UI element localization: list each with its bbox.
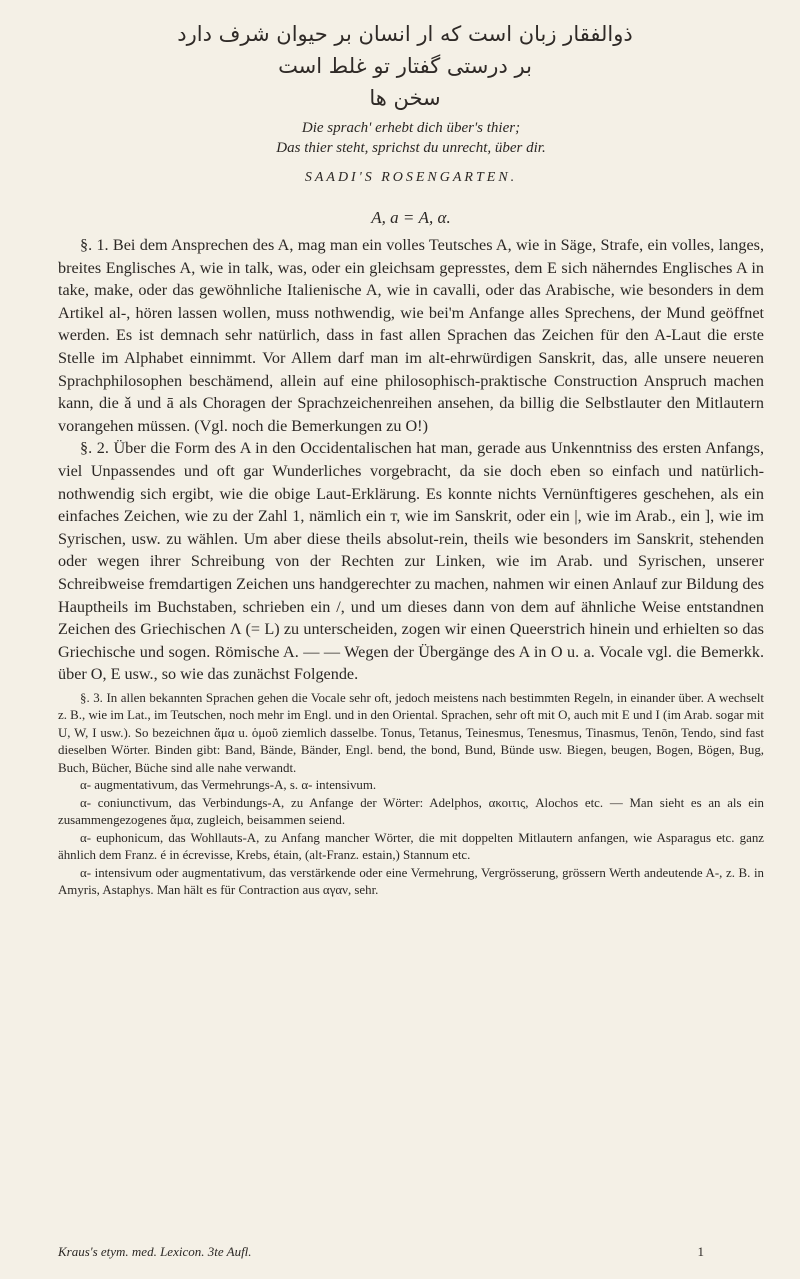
persian-epigraph xyxy=(58,18,752,114)
note-paragraph-3: §. 3. In allen bekannten Sprachen gehen die Vocale sehr oft, jedoch meistens nach bestimmten Regeln, in einander über. A wechselt z. B., wie im Lat., im Teutschen, noch mehr im Engl. und in den Oriental. Sprachen, sehr oft mit O, auch mit E und I (im Arab. sogar mit U, W, I usw.). So bezeichnen ἅμα u. ὁμοῦ ziemlich dasselbe. Tonus, Tetanus, Teinesmus, Tenesmus, Tinasmus, Tenōn, Tendo, sind fast dieselben Wörter. Binden gibt: Band, Bände, Bänder, Engl. bend, the bond, Bund, Bünde usw. Biegen, beugen, Bogen, Bögen, Bug, Buch, Bücher, Büche sind alle nahe verwandt. xyxy=(58,690,764,775)
paragraph-1: §. 1. Bei dem Ansprechen des A, mag man ein volles Teutsches A, wie in Säge, Strafe, ein volles, langes, breites Englisches A, wie in talk, was, oder ein gleichsam gepresstes, dem E sich näherndes Englisches A in take, make, oder das gewöhnliche Italienische A, wie in cavalli, oder das Arabische, wie besonders in dem Artikel al-, hören lassen wollen, muss nothwendig, wie bei'm Anfange alles Sprechens, der Mund geöffnet werden. Es ist demnach sehr natürlich, dass in fast allen Sprachen das Zeichen für den A-Laut die erste Stelle im Alphabet einnimmt. Vor Allem darf man im alt-ehrwürdigen Sanskrit, das, alle unsere neueren Sprachphilosophen beschämend, allein auf eine philosophisch-praktische Construction Anspruch machen kann, die ǎ und ā als Choragen der Sprachzeichenreihen ansehen, da billig die Selbstlauter den Mitlautern vorangehen müssen. (Vgl. noch die Bemerkungen zu O!) xyxy=(58,236,764,435)
note-intensivum: α- intensivum oder augmentativum, das verstärkende oder eine Vermehrung, Vergrösserung, grössern Werth andeutende A-, z. B. in Amyris, Astaphys. Man hält es für Contraction aus αγαν, sehr. xyxy=(58,865,764,898)
page-number: 1 xyxy=(697,1244,704,1259)
persian-line-1: ذوالفقار زبان است که ار انسان بر حیوان شرف دارد xyxy=(177,22,633,46)
entry-heading: A, a = Α, α. xyxy=(371,208,451,227)
epigraph-source: SAADI'S ROSENGARTEN. xyxy=(304,170,518,185)
note-coniunctivum: α- coniunctivum, das Verbindungs-A, zu Anfange der Wörter: Adelphos, ακοιτις, Alochos etc. — Man sieht es an als ein zusammengezogenes ἅμα, zugleich, beisammen seiend. xyxy=(58,795,764,828)
german-motto xyxy=(58,118,764,158)
persian-line-3: سخن ها xyxy=(369,86,441,110)
motto-line-2: Das thier steht, sprichst du unrecht, über dir. xyxy=(276,140,546,156)
note-euphonicum: α- euphonicum, das Wohllauts-A, zu Anfang mancher Wörter, die mit doppelten Mitlautern anfangen, wie Asparagus etc. ganz ähnlich dem Franz. é in écrevisse, Krebs, étain, (alt-Franz. estain,) Stannum etc. xyxy=(58,830,764,863)
note-augmentativum: α- augmentativum, das Vermehrungs-A, s. α- intensivum. xyxy=(80,778,377,793)
paragraph-2: §. 2. Über die Form des A in den Occidentalischen hat man, gerade aus Unkenntniss des ersten Anfangs, viel Unpassendes und oft gar Wunderliches vorgebracht, da sie doch eben so einfach und natürlich-nothwendig sich ergibt, wie die obige Laut-Erklärung. Es konnte nichts Vernünftigeres geschehen, als ein einfaches Zeichen, wie zu der Zahl 1, nämlich ein т, wie im Sanskrit, oder ein |, wie im Arab., ein ], wie im Syrischen, usw. zu wählen. Um aber diese theils absolut-rein, theils wie besonders im Sanskrit, stehenden oder wegen ihrer Schreibung von der Rechten zur Linken, wie im Arab. und Syrischen, unserer Schreibweise fremdartigen Zeichen uns handgerechter zu machen, nahmen wir einen Anlauf zur Bildung des Hauptheils im Buchstaben, schrieben ein /, und um dieses dann von dem auf ähnliche Weise entstandnen Zeichen des Griechischen Λ (= L) zu unterscheiden, zogen wir einen Queerstrich hinein und erhielten so das Griechische und sogen. Römische A. — — Wegen der Übergänge des A in O u. a. Vocale vgl. die Bemerkk. über O, E usw., so wie das zunächst Folgende. xyxy=(58,439,764,684)
page-footer xyxy=(58,1243,764,1261)
motto-line-1: Die sprach' erhebt dich über's thier; xyxy=(301,120,521,136)
persian-line-2: بر درستی گفتار تو غلط است xyxy=(278,54,532,78)
footer-source: Kraus's etym. med. Lexicon. 3te Aufl. xyxy=(58,1244,252,1259)
